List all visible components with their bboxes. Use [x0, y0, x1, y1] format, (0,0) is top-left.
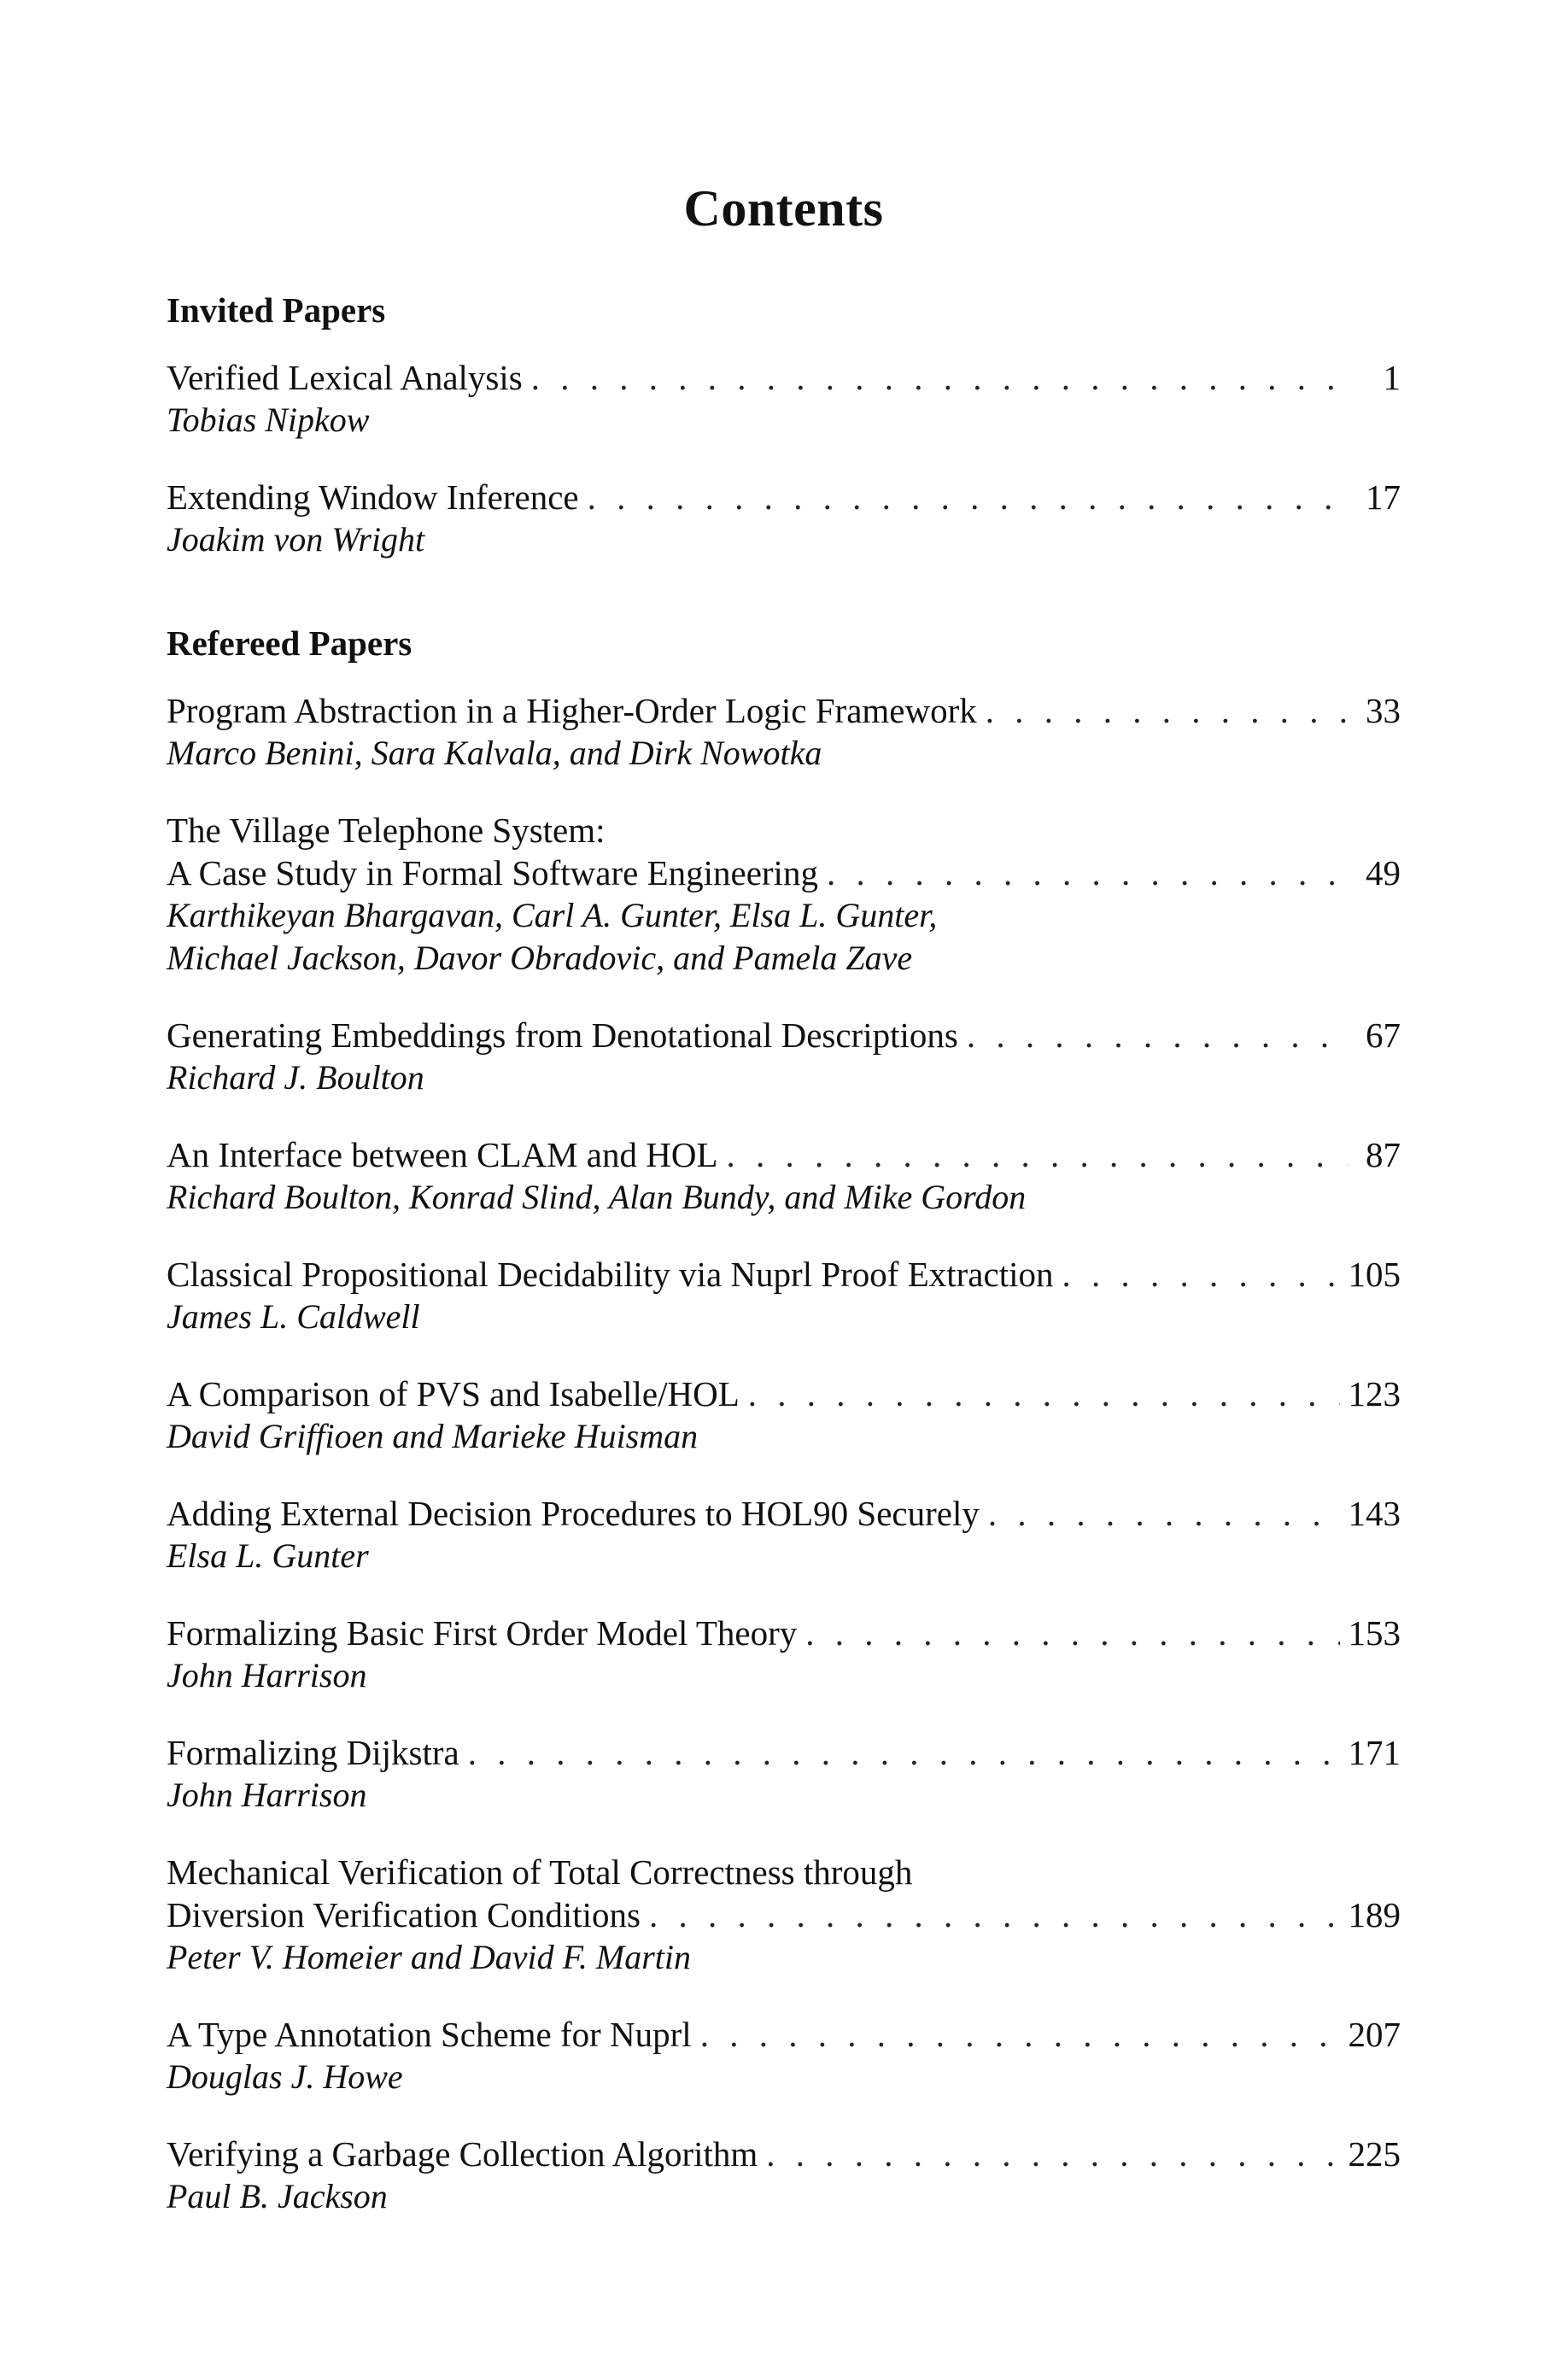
entry-title-line	[167, 1372, 1401, 1415]
section-heading: Invited Papers	[167, 290, 386, 330]
entry-authors: James L. Caldwell	[167, 1297, 420, 1336]
table-of-contents	[167, 290, 1401, 2218]
entry-title: Formalizing Basic First Order Model Theory	[167, 1613, 798, 1653]
entry-authors: Tobias Nipkow	[167, 401, 370, 439]
entry-authors: Michael Jackson, Davor Obradovic, and Pamela Zave	[167, 939, 913, 977]
dot-leader	[805, 1612, 1339, 1654]
toc-entry[interactable]	[167, 2013, 1401, 2098]
page-number: 171	[1348, 1733, 1401, 1772]
dot-leader	[649, 1893, 1340, 1936]
toc-section	[167, 623, 1401, 2218]
entry-authors: Peter V. Homeier and David F. Martin	[167, 1938, 692, 1976]
page-number: 105	[1348, 1255, 1401, 1294]
entry-title: Verified Lexical Analysis	[167, 358, 523, 397]
entry-title: Adding External Decision Procedures to HOL90 Securely	[167, 1494, 980, 1533]
entry-title: The Village Telephone System:	[167, 810, 606, 850]
entry-title-line	[167, 2133, 1401, 2175]
toc-section	[167, 290, 1401, 561]
entry-title-line	[167, 1253, 1401, 1296]
entry-title-line	[167, 1492, 1401, 1535]
toc-entry[interactable]	[167, 476, 1401, 561]
entry-title-line	[167, 2013, 1401, 2056]
entry-title: A Type Annotation Scheme for Nuprl	[167, 2015, 692, 2054]
page-number: 225	[1348, 2134, 1401, 2174]
page-number: 17	[1366, 477, 1401, 517]
dot-leader	[468, 1731, 1340, 1774]
entry-title: Diversion Verification Conditions	[167, 1895, 641, 1934]
entry-authors: Douglas J. Howe	[167, 2057, 403, 2096]
toc-entry[interactable]	[167, 1133, 1401, 1219]
entry-title-line	[167, 689, 1401, 732]
entry-title-line	[167, 851, 1401, 894]
page-number: 143	[1348, 1494, 1401, 1533]
toc-entry[interactable]	[167, 2133, 1401, 2218]
entry-authors: Richard J. Boulton	[167, 1058, 424, 1097]
page-number: 33	[1366, 691, 1401, 730]
entry-title-line	[167, 1851, 1401, 1893]
toc-entry[interactable]	[167, 1253, 1401, 1338]
entry-title: Verifying a Garbage Collection Algorithm	[167, 2134, 758, 2174]
dot-leader	[727, 1133, 1348, 1176]
entry-authors: Elsa L. Gunter	[167, 1536, 369, 1575]
dot-leader	[531, 356, 1348, 399]
toc-entry[interactable]	[167, 689, 1401, 775]
contents-page	[167, 179, 1401, 2279]
page-number: 49	[1366, 853, 1401, 892]
toc-entry[interactable]	[167, 1492, 1401, 1577]
entry-title: Extending Window Inference	[167, 477, 579, 517]
dot-leader	[827, 851, 1348, 894]
entry-authors: David Griffioen and Marieke Huisman	[167, 1417, 699, 1455]
page-number: 189	[1348, 1895, 1401, 1934]
entry-title: Classical Propositional Decidability via Nuprl Proof Extraction	[167, 1255, 1054, 1294]
section-heading: Refereed Papers	[167, 623, 412, 663]
toc-entry[interactable]	[167, 809, 1401, 980]
entry-title: Program Abstraction in a Higher-Order Logic Framework	[167, 691, 977, 730]
dot-leader	[766, 2133, 1339, 2175]
entry-title: Generating Embeddings from Denotational Descriptions	[167, 1015, 958, 1055]
entry-title-line	[167, 1731, 1401, 1774]
entry-title: Mechanical Verification of Total Correctness through	[167, 1852, 913, 1892]
entry-authors: Marco Benini, Sara Kalvala, and Dirk Nowotka	[167, 734, 822, 772]
dot-leader	[748, 1372, 1340, 1415]
entry-title-line	[167, 1893, 1401, 1936]
entry-title-line	[167, 1014, 1401, 1056]
entry-authors: Richard Boulton, Konrad Slind, Alan Bundy, and Mike Gordon	[167, 1178, 1027, 1216]
entry-authors: John Harrison	[167, 1656, 367, 1694]
entry-title-line	[167, 1133, 1401, 1176]
dot-leader	[967, 1014, 1348, 1056]
entry-title-line	[167, 476, 1401, 518]
page-number: 67	[1366, 1015, 1401, 1055]
toc-entry[interactable]	[167, 356, 1401, 442]
page-number: 87	[1366, 1135, 1401, 1174]
toc-entry[interactable]	[167, 1014, 1401, 1099]
entry-title-line	[167, 1612, 1401, 1654]
toc-entry[interactable]	[167, 1731, 1401, 1817]
dot-leader	[700, 2013, 1340, 2056]
page-number: 123	[1348, 1374, 1401, 1413]
toc-entry[interactable]	[167, 1851, 1401, 1979]
entry-title-line	[167, 809, 1401, 851]
page-title: Contents	[683, 180, 884, 237]
page-number: 207	[1348, 2015, 1401, 2054]
entry-title-line	[167, 356, 1401, 399]
entry-authors: John Harrison	[167, 1776, 367, 1814]
entry-authors: Karthikeyan Bhargavan, Carl A. Gunter, Elsa L. Gunter,	[167, 896, 938, 934]
toc-entry[interactable]	[167, 1612, 1401, 1697]
dot-leader	[988, 1492, 1340, 1535]
entry-title: Formalizing Dijkstra	[167, 1733, 459, 1772]
toc-entry[interactable]	[167, 1372, 1401, 1458]
dot-leader	[1062, 1253, 1339, 1296]
entry-authors: Paul B. Jackson	[167, 2177, 388, 2215]
entry-title: A Comparison of PVS and Isabelle/HOL	[167, 1374, 740, 1413]
page-number: 153	[1348, 1613, 1401, 1653]
entry-title: An Interface between CLAM and HOL	[167, 1135, 718, 1174]
dot-leader	[588, 476, 1348, 518]
entry-authors: Joakim von Wright	[167, 520, 425, 559]
dot-leader	[986, 689, 1348, 732]
entry-title: A Case Study in Formal Software Engineering	[167, 853, 818, 892]
page-number: 1	[1383, 358, 1401, 397]
